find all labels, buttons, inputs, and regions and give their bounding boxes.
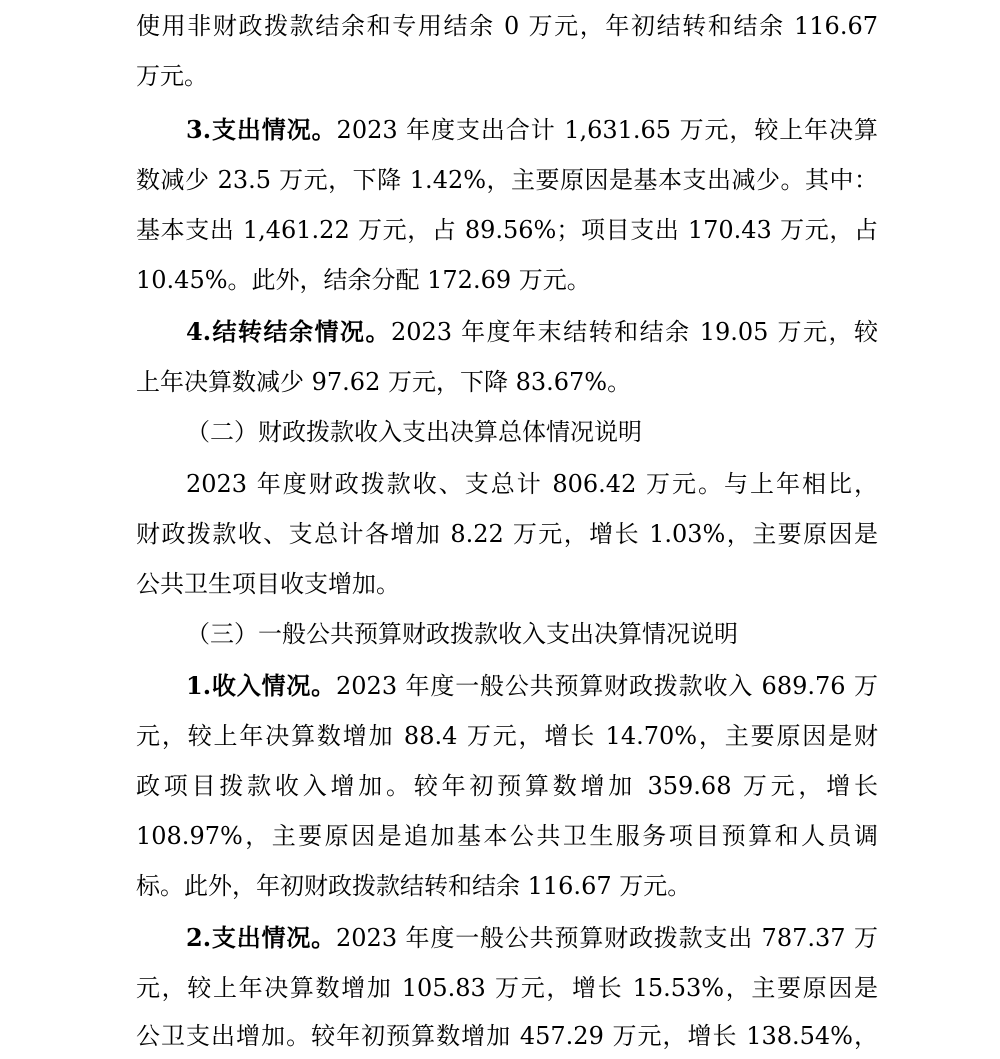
subsection-heading: （二）财政拨款收入支出决算总体情况说明 [186, 418, 642, 446]
text-line: 元，较上年决算数增加 105.83 万元，增长 15.53%，主要原因是 [136, 974, 878, 1002]
text-line: 财政拨款收、支总计各增加 8.22 万元，增长 1.03%，主要原因是 [136, 520, 878, 548]
text-line: 公共卫生项目收支增加。 [136, 570, 400, 598]
text-line: 10.45%。此外，结余分配 172.69 万元。 [136, 266, 591, 294]
text-span: 2023 年度一般公共预算财政拨款收入 689.76 万 [336, 672, 878, 700]
text-line: 数减少 23.5 万元，下降 1.42%，主要原因是基本支出减少。其中： [136, 166, 878, 194]
text-span: 2023 年度支出合计 1,631.65 万元，较上年决算 [336, 116, 878, 144]
text-line: 政项目拨款收入增加。较年初预算数增加 359.68 万元，增长 [136, 772, 878, 800]
section-heading: 4.结转结余情况。 [186, 317, 391, 346]
section-heading: 1.收入情况。 [186, 671, 337, 700]
text-line: 使用非财政拨款结余和专用结余 0 万元，年初结转和结余 116.67 [136, 12, 878, 40]
section-heading: 2.支出情况。 [186, 923, 337, 952]
text-line [186, 110, 878, 150]
text-line: 元，较上年决算数增加 88.4 万元，增长 14.70%，主要原因是财 [136, 722, 878, 750]
text-line: 108.97%，主要原因是追加基本公共卫生服务项目预算和人员调 [136, 822, 878, 850]
text-line [186, 666, 878, 706]
text-line [186, 312, 878, 352]
text-span: 2023 年度一般公共预算财政拨款支出 787.37 万 [336, 924, 878, 952]
text-line: 基本支出 1,461.22 万元，占 89.56%；项目支出 170.43 万元，占 [136, 216, 878, 244]
text-line: 2023 年度财政拨款收、支总计 806.42 万元。与上年相比， [186, 470, 878, 498]
text-line: 万元。 [136, 62, 208, 90]
text-span: 2023 年度年末结转和结余 19.05 万元，较 [390, 318, 879, 346]
subsection-heading: （三）一般公共预算财政拨款收入支出决算情况说明 [186, 620, 738, 648]
section-heading: 3.支出情况。 [186, 115, 337, 144]
text-line: 上年决算数减少 97.62 万元，下降 83.67%。 [136, 368, 632, 396]
text-line [186, 918, 878, 958]
text-line: 标。此外，年初财政拨款结转和结余 116.67 万元。 [136, 872, 692, 900]
text-line: 公卫支出增加。较年初预算数增加 457.29 万元，增长 138.54%， [136, 1022, 878, 1050]
